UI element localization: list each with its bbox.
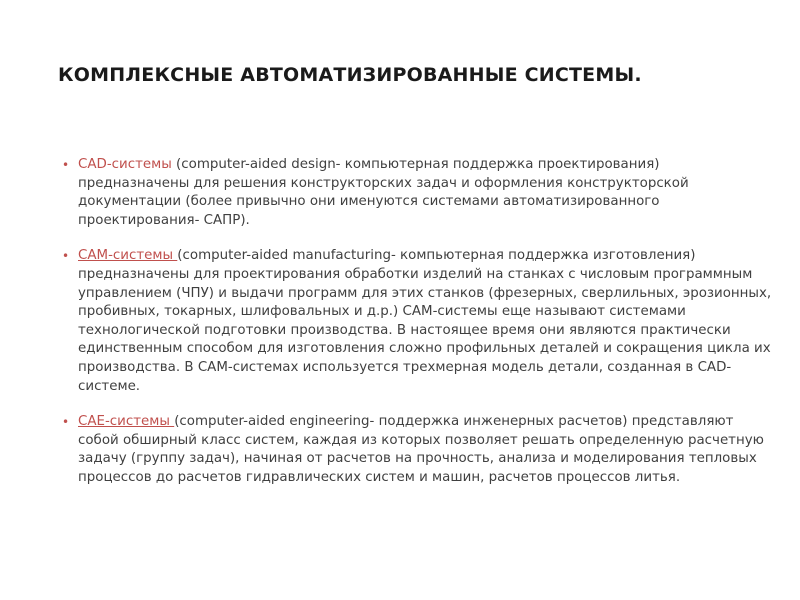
- term-cae-link[interactable]: CAE-системы: [78, 414, 175, 430]
- description-cam: (computer-aided manufacturing- компьютерная поддержка изготовления) предназначены для проектирования обработки изделий на станках с числовым программным управлением (ЧПУ) и выдачи программ для этих станков (фрезерных, сверлильных, эрозионных, пробивных, токарных, шлифовальных и д.р.) CAM-системы еще называют системами технологической подготовки производства. В настоящее время они являются практически единственным способом для изготовления сложно профильных деталей и сокращения цикла их производства. В CAM-системах используется трехмерная модель детали, созданная в CAD-системе.: [78, 248, 772, 394]
- term-cam-link[interactable]: CAM-системы: [78, 248, 178, 264]
- bullet-icon: •: [62, 415, 70, 430]
- slide-title: КОМПЛЕКСНЫЕ АВТОМАТИЗИРОВАННЫЕ СИСТЕМЫ.: [58, 64, 642, 86]
- description-cae: (computer-aided engineering- поддержка инженерных расчетов) представляют собой обширный класс систем, каждая из которых позволяет решать определенную расчетную задачу (группу задач), начиная от расчетов на прочность, анализа и моделирования тепловых процессов до расчетов гидравлических систем и машин, расчетов процессов литья.: [78, 414, 764, 485]
- bullet-icon: •: [62, 249, 70, 264]
- term-cad: CAD-системы: [78, 157, 172, 172]
- list-item-cam: [62, 247, 774, 396]
- description-cad: (computer-aided design- компьютерная поддержка проектирования) предназначены для решения конструкторских задач и оформления конструкторской документации (более привычно они именуются системами автоматизированного проектирования- САПР).: [78, 157, 689, 228]
- bullet-icon: •: [62, 158, 70, 172]
- list-item-cad: [62, 156, 774, 230]
- slide-content: [62, 156, 774, 505]
- list-item-cae: [62, 413, 774, 487]
